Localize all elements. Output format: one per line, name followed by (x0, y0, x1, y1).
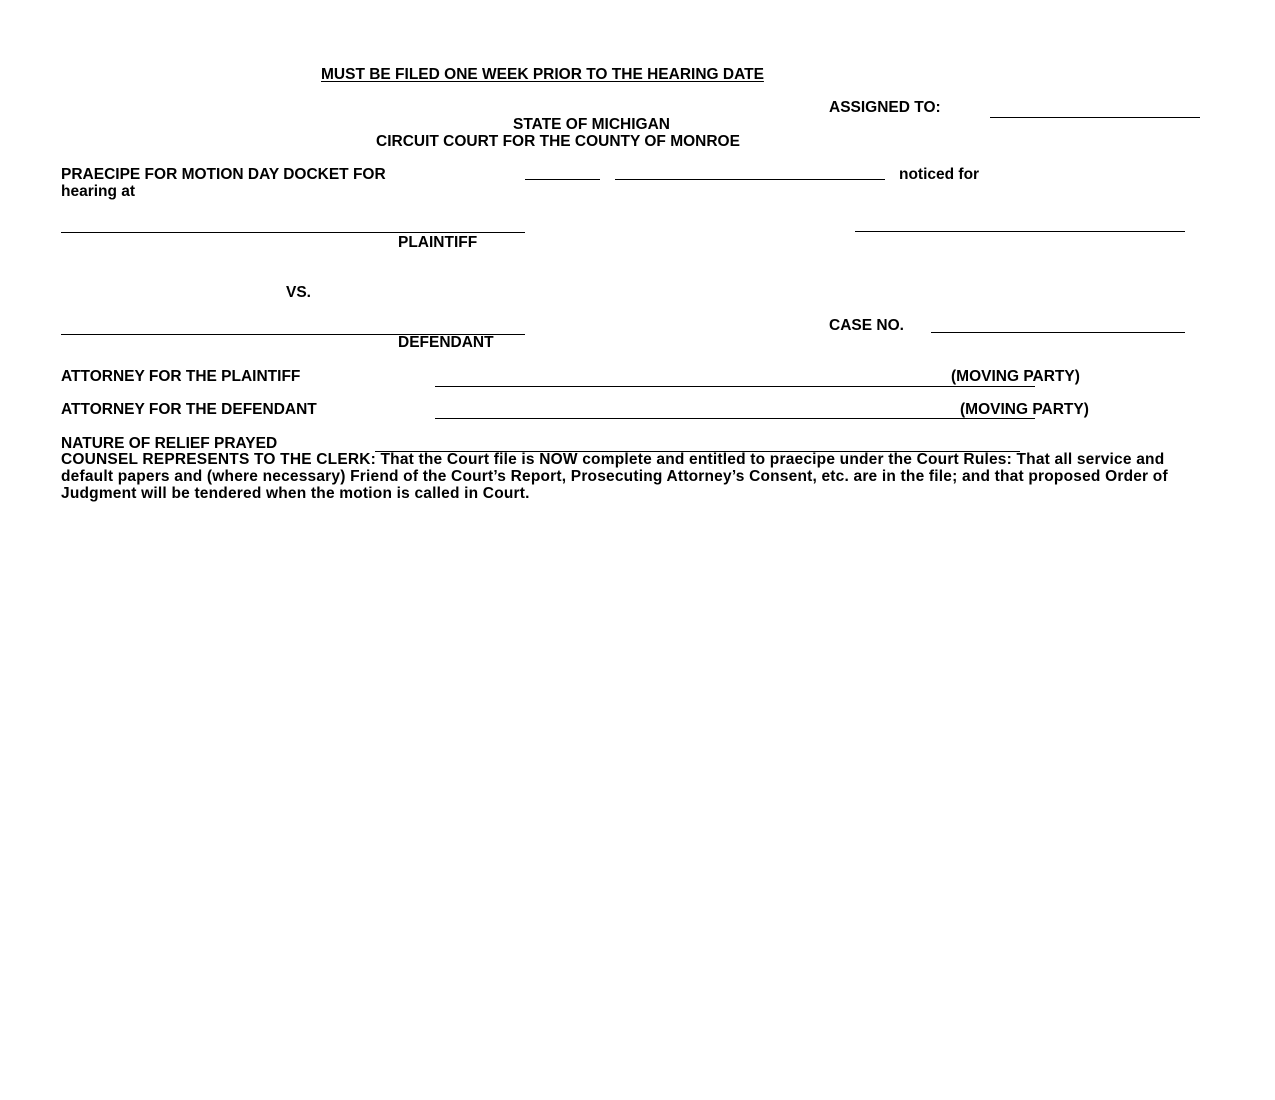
counsel-statement: COUNSEL REPRESENTS TO THE CLERK: That the Court file is NOW complete and entitled to praecipe under the Court Rules: That all service and default papers and (where necessary) Friend of the Court’s Report, Prosecuting Attorney’s Consent, etc. are in the file; and that proposed Order of Judgment will be tendered when the motion is called in Court. (61, 451, 1168, 502)
case-no-field[interactable] (931, 332, 1185, 333)
hearing-at-label: hearing at (61, 183, 136, 200)
attorney-defendant-field[interactable] (435, 418, 1035, 419)
docket-date-field-2[interactable] (615, 179, 885, 180)
state-name: STATE OF MICHIGAN (513, 116, 670, 133)
attorney-plaintiff-field[interactable] (435, 386, 1035, 387)
plaintiff-label: PLAINTIFF (398, 234, 478, 251)
noticed-for-label: noticed for (899, 166, 980, 183)
assigned-to-field[interactable] (990, 117, 1200, 118)
filing-notice: MUST BE FILED ONE WEEK PRIOR TO THE HEARING DATE (321, 66, 764, 83)
relief-label: NATURE OF RELIEF PRAYED (61, 435, 278, 452)
hearing-location-field[interactable] (855, 231, 1185, 232)
plaintiff-name-field[interactable] (61, 232, 525, 233)
court-name: CIRCUIT COURT FOR THE COUNTY OF MONROE (376, 133, 740, 150)
plaintiff-moving-party-label: (MOVING PARTY) (951, 368, 1080, 385)
defendant-label: DEFENDANT (398, 334, 494, 351)
praecipe-label: PRAECIPE FOR MOTION DAY DOCKET FOR (61, 166, 386, 183)
assigned-to-label: ASSIGNED TO: (829, 99, 941, 116)
attorney-plaintiff-label: ATTORNEY FOR THE PLAINTIFF (61, 368, 301, 385)
defendant-moving-party-label: (MOVING PARTY) (960, 401, 1089, 418)
versus-label: VS. (286, 284, 311, 301)
attorney-defendant-label: ATTORNEY FOR THE DEFENDANT (61, 401, 317, 418)
case-no-label: CASE NO. (829, 317, 904, 334)
docket-date-field[interactable] (525, 179, 600, 180)
